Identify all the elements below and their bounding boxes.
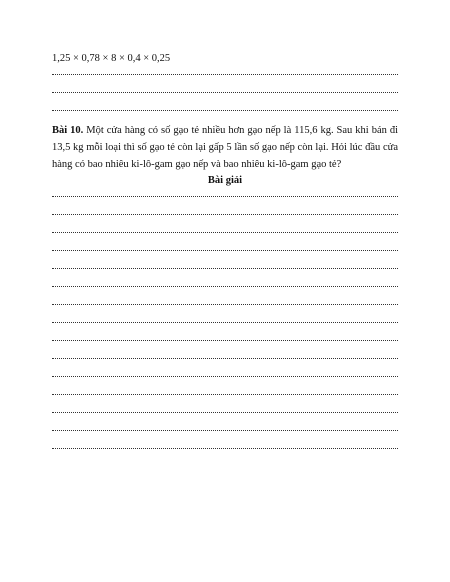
solution-line: [52, 358, 398, 359]
solution-line: [52, 394, 398, 395]
solution-line: [52, 448, 398, 449]
solution-heading: Bài giải: [207, 175, 243, 186]
solution-line: [52, 196, 398, 197]
solution-line: [52, 412, 398, 413]
solution-line: [52, 250, 398, 251]
problem-statement: [52, 122, 398, 173]
answer-line: [52, 92, 398, 93]
solution-line: [52, 340, 398, 341]
solution-line: [52, 304, 398, 305]
solution-line: [52, 268, 398, 269]
solution-line: [52, 232, 398, 233]
answer-line: [52, 74, 398, 75]
problem-number: Bài 10.: [52, 125, 84, 136]
problem-text: Một cửa hàng có số gạo tẻ nhiều hơn gạo nếp là 115,6 kg. Sau khi bán đi 13,5 kg mỗi loại thì số gạo tẻ còn lại gấp 5 lần số gạo nếp còn lại. Hỏi lúc đầu cửa hàng có bao nhiêu ki-lô-gam gạo nếp và bao nhiêu ki-lô-gam gạo tẻ?: [52, 125, 399, 170]
solution-line: [52, 376, 398, 377]
solution-line: [52, 214, 398, 215]
solution-line: [52, 430, 398, 431]
answer-line: [52, 110, 398, 111]
solution-line: [52, 286, 398, 287]
exercise-expression: 1,25 × 0,78 × 8 × 0,4 × 0,25: [52, 53, 171, 64]
solution-line: [52, 322, 398, 323]
